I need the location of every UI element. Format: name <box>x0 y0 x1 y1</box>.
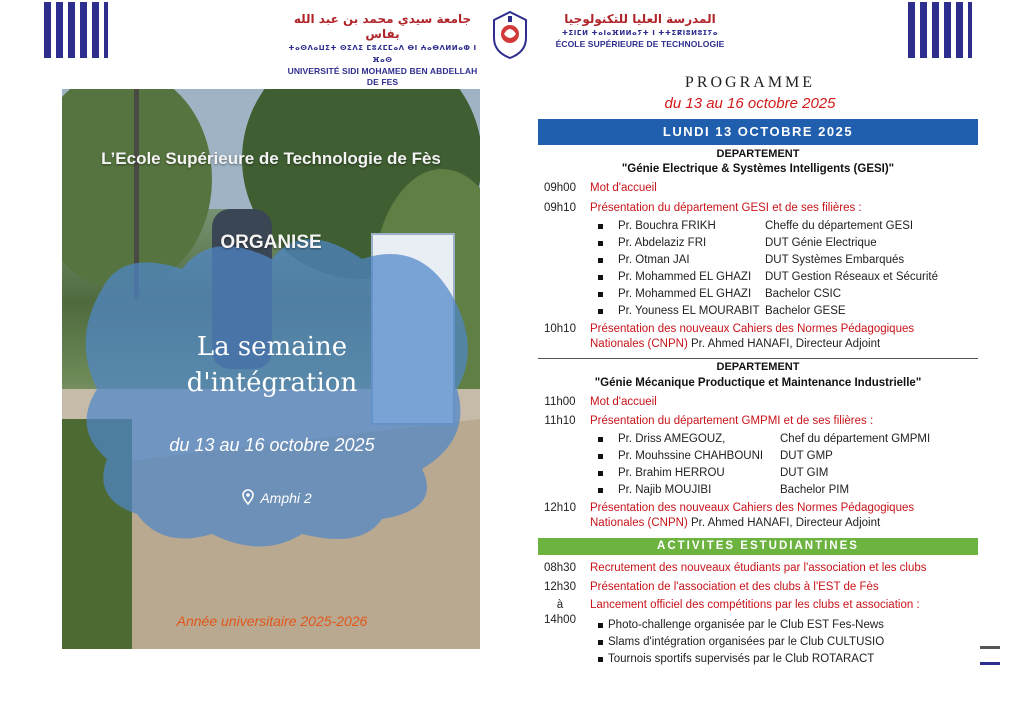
cnpn-line1: Présentation des nouveaux Cahiers des Normes Pédagogiques <box>590 502 915 514</box>
university-arabic: جامعة سيدي محمد بن عبد الله بفاس <box>293 12 472 41</box>
cnpn-line2-speaker: Pr. Ahmed HANAFI, Directeur Adjoint <box>687 517 881 529</box>
poster-organise-label: ORGANISE <box>220 232 322 253</box>
schedule-time: 09h00 <box>544 182 576 194</box>
person-role: DUT Systèmes Embarqués <box>765 254 905 266</box>
cnpn-line1: Présentation des nouveaux Cahiers des Normes Pédagogiques <box>590 323 915 335</box>
activity-item-text: Tournois sportifs supervisés par le Club ROTARACT <box>608 653 875 665</box>
person-name: Pr. Mouhssine CHAHBOUNI <box>618 450 764 462</box>
poster-location-text: Amphi 2 <box>260 490 312 506</box>
person-name: Pr. Brahim HERROU <box>618 467 725 479</box>
dept2-label: DEPARTEMENT <box>716 361 800 373</box>
schedule-time: 08h30 <box>544 562 576 574</box>
dept1-name: "Génie Electrique & Systèmes Intelligents (GESI)" <box>621 163 895 175</box>
person-role: DUT Gestion Réseaux et Sécurité <box>765 271 939 283</box>
schedule-time: 12h30 <box>544 581 576 593</box>
person-name: Pr. Mohammed EL GHAZI <box>618 271 752 283</box>
person-role: Bachelor CSIC <box>765 288 842 300</box>
schedule-time: 11h00 <box>544 396 576 408</box>
university-emblem-icon <box>490 10 530 60</box>
person-name: Pr. Najib MOUJIBI <box>618 484 712 496</box>
cnpn-line2-red: Nationales (CNPN) <box>590 338 688 350</box>
university-name-block <box>285 12 480 88</box>
dept1-label: DEPARTEMENT <box>716 148 800 160</box>
decor-stripes-left <box>44 2 108 58</box>
person-name: Pr. Otman JAI <box>618 254 690 266</box>
location-pin-icon <box>242 489 254 505</box>
activity-item-text: Slams d'intégration organisées par le Club CULTUSIO <box>608 636 885 648</box>
person-name: Pr. Youness EL MOURABIT <box>618 305 760 317</box>
schedule-activity: Mot d'accueil <box>590 396 657 408</box>
activities-band: ACTIVITES ESTUDIANTINES <box>538 538 978 555</box>
schedule-activity: Présentation du département GMPMI et de ses filières : <box>590 415 874 427</box>
person-name: Pr. Driss AMEGOUZ, <box>618 433 726 445</box>
university-french: UNIVERSITÉ SIDI MOHAMED BEN ABDELLAH DE FES <box>287 66 478 87</box>
person-role: Chef du département GMPMI <box>780 433 931 445</box>
schedule-activity <box>590 322 980 352</box>
dept2-name: "Génie Mécanique Productique et Maintenance Industrielle" <box>594 377 922 389</box>
schedule-activity: Recrutement des nouveaux étudiants par l'association et les clubs <box>590 562 927 574</box>
schedule-time-separator: à <box>556 599 564 611</box>
section-divider <box>538 358 978 359</box>
programme-dates: du 13 au 16 octobre 2025 <box>664 95 836 112</box>
person-role: Bachelor PIM <box>780 484 850 496</box>
schedule-time: 14h00 <box>544 614 576 626</box>
person-name: Pr. Abdelaziz FRI <box>618 237 707 249</box>
poster-school-title: L’Ecole Supérieure de Technologie de Fès <box>101 149 441 168</box>
university-tifinagh: ⵜⴰⵙⴷⴰⵡⵉⵜ ⵙⵉⴷⵉ ⵎⵓⵃⵎⵎⴰⴷ ⴱⵏ ⵄⴰⴱⴷⵍⵍⴰⵀ ⵏ ⴼⴰⵙ <box>288 44 477 64</box>
person-name: Pr. Mohammed EL GHAZI <box>618 288 752 300</box>
school-tifinagh: ⵜⵉⵏⵎⵍ ⵜⴰⵏⴰⴼⵍⵍⴰⵢⵜ ⵏ ⵜⵜⵉⴽⵏⵓⵍⵓⵊⵢⴰ <box>561 29 719 37</box>
schedule-time: 12h10 <box>544 502 576 514</box>
poster-event-title <box>142 329 402 401</box>
person-name: Pr. Bouchra FRIKH <box>618 220 716 232</box>
poster-event-line2: d'intégration <box>186 368 358 398</box>
person-role: Cheffe du département GESI <box>765 220 914 232</box>
person-role: DUT GMP <box>780 450 833 462</box>
cnpn-line2-speaker: Pr. Ahmed HANAFI, Directeur Adjoint <box>687 338 881 350</box>
programme-title: PROGRAMME <box>684 74 816 91</box>
event-poster <box>62 89 480 649</box>
page-corner-mark-icon <box>980 644 1000 668</box>
schedule-activity: Mot d'accueil <box>590 182 657 194</box>
schedule-activity: Présentation du département GESI et de ses filières : <box>590 202 862 214</box>
schedule-time: 11h10 <box>544 415 576 427</box>
day-header-band: LUNDI 13 OCTOBRE 2025 <box>538 119 978 145</box>
school-french: ÉCOLE SUPÉRIEURE DE TECHNOLOGIE <box>555 39 725 49</box>
poster-event-line1: La semaine <box>196 332 348 362</box>
schedule-activity: Présentation de l'association et des clubs à l'EST de Fès <box>590 581 879 593</box>
school-arabic: المدرسة العليا للتكنولوجيا <box>564 12 716 26</box>
school-name-block <box>535 12 745 50</box>
person-role: DUT Génie Electrique <box>765 237 877 249</box>
poster-academic-year: Année universitaire 2025-2026 <box>176 613 368 629</box>
schedule-activity: Lancement officiel des compétitions par les clubs et association : <box>590 599 920 611</box>
schedule-time: 10h10 <box>544 323 576 335</box>
person-role: DUT GIM <box>780 467 829 479</box>
schedule-time: 09h10 <box>544 202 576 214</box>
poster-location <box>212 489 342 506</box>
decor-stripes-right <box>908 2 972 58</box>
activity-item-text: Photo-challenge organisée par le Club EST Fes-News <box>608 619 884 631</box>
person-role: Bachelor GESE <box>765 305 846 317</box>
cnpn-line2-red: Nationales (CNPN) <box>590 517 688 529</box>
poster-dates: du 13 au 16 octobre 2025 <box>169 435 375 455</box>
schedule-activity <box>590 501 980 531</box>
